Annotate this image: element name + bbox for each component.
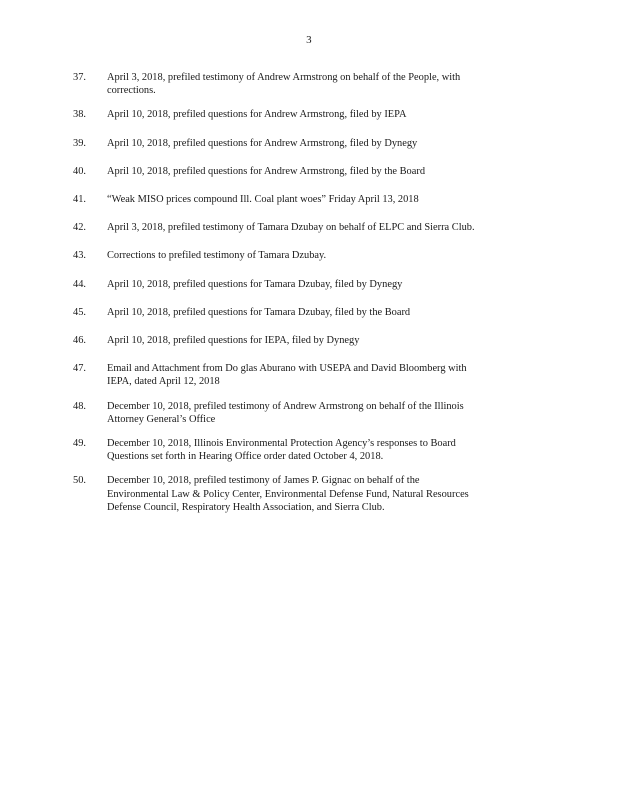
list-item xyxy=(73,437,543,463)
item-number: 45. xyxy=(73,306,86,318)
list-item xyxy=(73,165,543,178)
item-number: 48. xyxy=(73,400,86,412)
list-item xyxy=(73,278,543,291)
item-text: December 10, 2018, Illinois Environmental Protection Agency’s responses to Board Questions set forth in Hearing Office order dated October 4, 2018. xyxy=(107,438,456,463)
item-text: April 10, 2018, prefiled questions for Tamara Dzubay, filed by Dynegy xyxy=(107,278,403,290)
list-item xyxy=(73,474,543,514)
list-item xyxy=(73,193,543,206)
item-number: 40. xyxy=(73,165,86,177)
list-item xyxy=(73,137,543,150)
item-text: Corrections to prefiled testimony of Tamara Dzubay. xyxy=(107,250,327,262)
item-text: “Weak MISO prices compound Ill. Coal plant woes” Friday April 13, 2018 xyxy=(107,194,419,206)
list-item xyxy=(73,400,543,426)
item-number: 44. xyxy=(73,278,86,290)
item-number: 42. xyxy=(73,222,86,234)
list-item xyxy=(73,334,543,347)
item-number: 43. xyxy=(73,250,86,262)
item-number: 37. xyxy=(73,72,86,83)
item-number: 47. xyxy=(73,363,86,375)
item-text: April 3, 2018, prefiled testimony of Tamara Dzubay on behalf of ELPC and Sierra Club. xyxy=(107,222,475,234)
list-item xyxy=(73,249,543,262)
item-text: December 10, 2018, prefiled testimony of Andrew Armstrong on behalf of the Illinois Attorney General’s Office xyxy=(107,400,464,425)
exhibit-list xyxy=(73,71,543,514)
item-text: April 10, 2018, prefiled questions for Andrew Armstrong, filed by the Board xyxy=(107,165,426,177)
item-number: 39. xyxy=(73,137,86,149)
page-number: 3 xyxy=(306,34,312,46)
list-item xyxy=(73,306,543,319)
item-number: 41. xyxy=(73,194,86,206)
list-item xyxy=(73,71,543,97)
item-number: 49. xyxy=(73,438,86,450)
item-text: April 10, 2018, prefiled questions for Tamara Dzubay, filed by the Board xyxy=(107,306,411,318)
item-text: April 10, 2018, prefiled questions for Andrew Armstrong, filed by Dynegy xyxy=(107,137,418,149)
item-text: April 3, 2018, prefiled testimony of Andrew Armstrong on behalf of the People, with corrections. xyxy=(107,72,461,97)
item-number: 38. xyxy=(73,109,86,121)
item-text: December 10, 2018, prefiled testimony of James P. Gignac on behalf of the Environmental Law & Policy Center, Environmental Defense Fund, Natural Resources Defense Council, Respiratory Health Association, and Sierra Club. xyxy=(107,475,469,513)
item-text: Email and Attachment from Do glas Aburano with USEPA and David Bloomberg with IEPA, dated April 12, 2018 xyxy=(107,363,467,388)
item-text: April 10, 2018, prefiled questions for IEPA, filed by Dynegy xyxy=(107,335,360,347)
list-item xyxy=(73,108,543,121)
item-text: April 10, 2018, prefiled questions for Andrew Armstrong, filed by IEPA xyxy=(107,109,407,121)
item-number: 46. xyxy=(73,335,86,347)
item-number: 50. xyxy=(73,475,86,487)
list-item xyxy=(73,221,543,234)
list-item xyxy=(73,362,543,388)
